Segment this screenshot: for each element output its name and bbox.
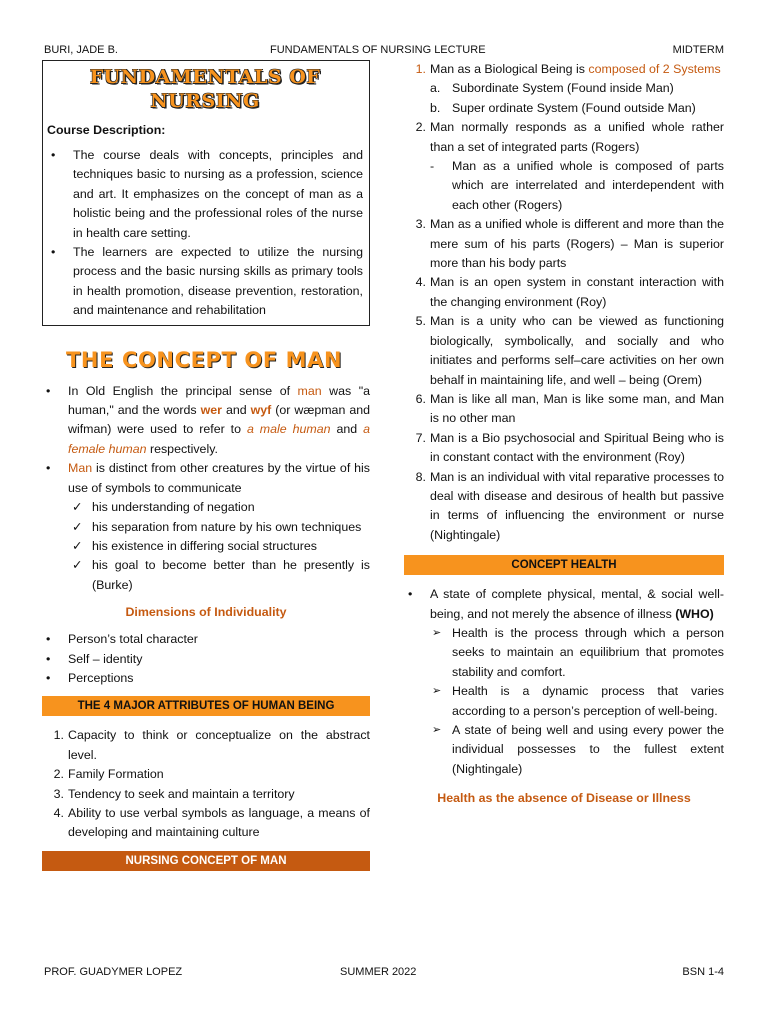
text-run: is distinct from other creatures by the virtue of his use of symbols to communicate [68,461,370,495]
page-header [42,44,724,60]
list-item [404,429,724,468]
list-number: 1. [415,62,426,76]
list-number: 1. [53,728,64,743]
list-item-text: Man as a unified whole is composed of parts which are interrelated and interdependent with each other (Rogers) [452,159,724,212]
box-title [47,65,363,113]
list-item-text: Subordinate System (Found inside Man) [452,81,674,96]
list-item [42,765,370,784]
bullet-icon: • [51,148,56,162]
list-item [404,585,724,624]
nursing-concept-heading-band: NURSING CONCEPT OF MAN [42,851,370,871]
course-description-box [42,60,370,326]
list-number: 2. [415,120,426,135]
sub-list-item [404,99,724,118]
health-arrow-list [404,624,724,779]
checklist-text: his goal to become better than he presently is (Burke) [92,558,370,592]
text-run: Man as a Biological Being is [430,62,589,76]
list-item-text: Man as a unified whole is different and more than the mere sum of his parts (Rogers) – Man is superior more than his body parts [430,217,724,271]
list-item [404,390,724,429]
absence-heading: Health as the absence of Disease or Illness [437,791,691,806]
list-item-text: Man is an open system in constant interaction with the changing environment (Roy) [430,275,724,309]
checkmark-icon: ✓ [72,538,83,553]
checklist-item [42,537,370,556]
list-item [42,459,370,498]
list-item-text: Capacity to think or conceptualize on the abstract level. [68,728,370,762]
arrow-bullet-icon: ➢ [432,626,442,639]
checkmark-icon: ✓ [72,558,83,573]
attributes-list [42,726,370,842]
bold-run: (WHO) [675,606,714,621]
text-run: respectively. [146,441,218,456]
list-item [42,650,370,669]
bullet-icon: • [46,670,51,685]
bullet-icon: • [46,651,51,666]
list-item-text: Tendency to seek and maintain a territory [68,786,295,801]
list-item-text: Self – identity [68,651,143,666]
sub-marker: b. [430,100,441,115]
list-item [47,243,363,321]
list-item [404,60,724,79]
list-number: 6. [415,391,426,406]
checklist-item [42,518,370,537]
bullet-icon: • [46,383,51,398]
checkmark-icon: ✓ [72,500,83,515]
text-run: and [330,422,364,437]
list-item-text: Family Formation [68,767,164,782]
course-name: FUNDAMENTALS OF NURSING LECTURE [270,44,486,56]
list-item [404,468,724,546]
box-title-line2: NURSING [150,90,260,112]
list-number: 4. [53,805,64,820]
list-number: 7. [415,430,426,445]
checklist-item [42,498,370,517]
list-number: 3. [53,786,64,801]
attributes-heading-band: THE 4 MAJOR ATTRIBUTES OF HUMAN BEING [42,696,370,716]
list-item-text: Health is the process through which a person seeks to maintain an equilibrium that promotes stability and comfort. [452,625,724,679]
list-item [42,669,370,688]
term-label: MIDTERM [672,44,724,56]
checklist-text: his existence in differing social structures [92,538,317,553]
highlight-word: wyf [250,403,272,418]
text-run: (or wæpman and wifman) were used to refer to [68,403,370,437]
list-item [42,785,370,804]
right-column [404,60,724,816]
section-label: BSN 1-4 [682,966,724,978]
bullet-icon: • [408,587,413,602]
highlight-word: man [297,383,322,398]
list-item-text: Man is a unity who can be viewed as functioning biologically, symbolically, and socially and who initiates and performs self–care activities on her own behalf in maintaining life, and well – being (Orem) [430,314,724,387]
sub-list-item [404,79,724,98]
concept-of-man-title: THE CONCEPT OF MAN [66,347,343,372]
bullet-icon: • [46,632,51,647]
professor-name: PROF. GUADYMER LOPEZ [44,966,183,978]
list-item-text: Man is a Bio psychosocial and Spiritual Being who is in constant contact with the environment (Roy) [430,430,724,465]
checklist-text: his separation from nature by his own techniques [92,519,362,534]
arrow-list-item [404,682,724,721]
sub-marker: a. [430,81,441,96]
list-item-text: Man is like all man, Man is like some man, and Man is no other man [430,391,724,426]
highlight-word: a male human [246,422,331,437]
list-item [42,804,370,843]
list-item [47,146,363,243]
list-item-text: A state of being well and using every power the individual possesses to the fullest extent (Nightingale) [452,723,724,776]
bullet-icon: • [51,245,56,260]
highlight-word: a female human [68,422,370,456]
sub-list-item [404,157,724,215]
bullet-icon: • [46,461,51,476]
health-list [404,585,724,624]
concept-of-man-list [42,382,370,498]
list-number: 2. [53,767,64,782]
list-item [404,273,724,312]
list-number: 8. [415,469,426,484]
list-item-text: The course deals with concepts, principles and techniques basic to nursing as a profession, science and art. It emphasizes on the concept of man as a holistic being and the professional roles of the nurse in health care setting. [73,148,363,240]
list-item-text: Health is a dynamic process that varies according to a person’s perception of well-being. [452,684,724,718]
symbol-checklist [42,498,370,595]
list-item-text: Perceptions [68,670,134,685]
list-number: 5. [415,314,426,329]
highlight-word: composed of 2 Systems [588,62,721,76]
list-item-text: Person’s total character [68,632,198,647]
arrow-bullet-icon: ➢ [432,685,442,698]
list-item [42,630,370,649]
dash-icon: - [430,159,435,174]
author-name: BURI, JADE B. [44,44,118,56]
arrow-bullet-icon: ➢ [432,724,442,736]
list-item [42,382,370,460]
list-item-text: Man is an individual with vital reparative processes to deal with disease and desirous of health but passive in terms of influencing the environment or nurse (Nightingale) [430,469,724,542]
list-item-text: Ability to use verbal symbols as language, a means of developing and maintaining culture [68,805,370,840]
list-number: 3. [415,217,426,232]
list-number: 4. [415,275,426,290]
list-item-text: Man normally responds as a unified whole rather than a set of integrated parts (Rogers) [430,120,724,154]
course-description-heading: Course Description: [47,123,166,137]
text-run: was "a human," and the words [68,383,370,418]
box-title-line1: FUNDAMENTALS OF [89,66,321,88]
highlight-word: Man [68,461,93,476]
list-item-text: Super ordinate System (Found outside Man) [452,100,696,115]
list-item [404,118,724,157]
course-description-list [47,146,363,321]
man-concepts-list [404,60,724,545]
checklist-item [42,556,370,595]
page-footer [42,966,724,982]
checkmark-icon: ✓ [72,519,83,534]
arrow-list-item [404,624,724,682]
semester-label: SUMMER 2022 [340,966,417,978]
checklist-text: his understanding of negation [92,500,255,515]
list-item [42,726,370,765]
text-run: and [221,403,251,418]
dimensions-heading: Dimensions of Individuality [125,605,287,620]
left-column [42,60,370,871]
dimensions-list [42,630,370,688]
list-item [404,312,724,390]
concept-health-heading-band: CONCEPT HEALTH [404,555,724,575]
list-item [404,215,724,273]
text-run: A state of complete physical, mental, & social well-being, and not merely the absence of illness [430,587,724,621]
list-item-text: The learners are expected to utilize the nursing process and the basic nursing skills as primary tools in health promotion, disease prevention, restoration, and maintenance and rehabilitation [73,245,363,318]
highlight-word: wer [200,403,222,418]
text-run: In Old English the principal sense of [68,383,298,398]
arrow-list-item [404,721,724,779]
